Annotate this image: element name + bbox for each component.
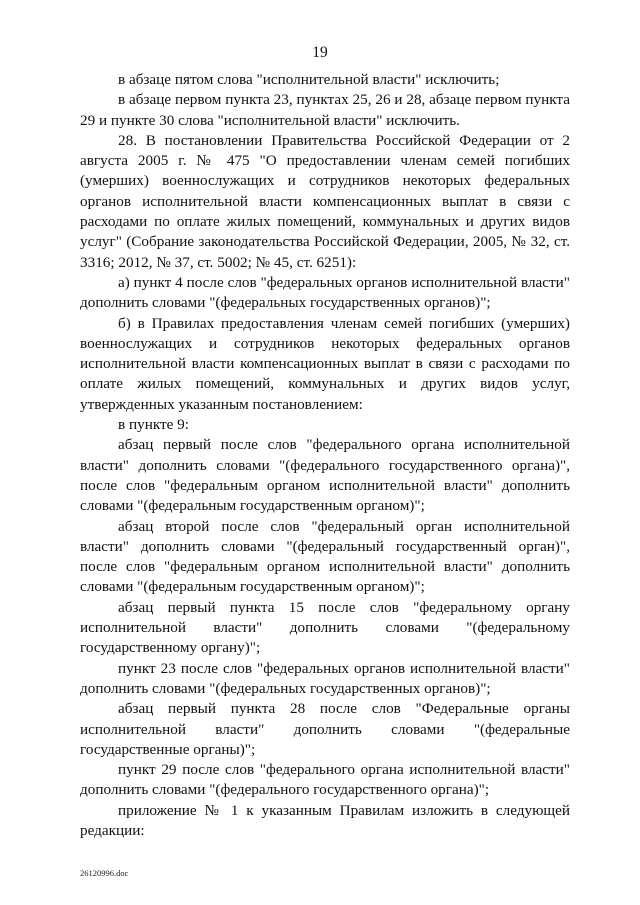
paragraph: пункт 23 после слов "федеральных органов исполнительной власти" дополнить словами "(федеральных государственных органов)"; [80, 659, 570, 697]
paragraph: абзац первый пункта 28 после слов "Федеральные органы исполнительной власти" дополнить словами "(федеральные государственные органы)"; [80, 700, 570, 758]
paragraph: приложение № 1 к указанным Правилам изложить в следующей редакции: [80, 801, 570, 839]
paragraph: абзац второй после слов "федеральный орган исполнительной власти" дополнить словами "(федеральный государственный орган)", после слов "федеральным органом исполнительной власти" дополнить словами "(федеральным государственным органом)"; [80, 517, 570, 596]
paragraph: б) в Правилах предоставления членам семей погибших (умерших) военнослужащих и сотрудников некоторых федеральных органов исполнительной власти компенсационных выплат в связи с расходами по оплате жилых помещений, коммунальных и других видов услуг, утвержденных указанным постановлением: [80, 314, 570, 413]
document-footer-filename: 26120996.doc [80, 868, 129, 878]
paragraph: в пункте 9: [118, 416, 189, 434]
page-number: 19 [312, 44, 328, 61]
paragraph: в абзаце первом пункта 23, пунктах 25, 26 и 28, абзаце первом пункта 29 и пункте 30 слова "исполнительной власти" исключить. [80, 91, 570, 129]
paragraph: 28. В постановлении Правительства Российской Федерации от 2 августа 2005 г. № 475 "О предоставлении членам семей погибших (умерших) военнослужащих и сотрудников некоторых федеральных органов исполнительной власти компенсационных выплат в связи с расходами по оплате жилых помещений, коммунальных и других видов услуг" (Собрание законодательства Российской Федерации, 2005, № 32, ст. 3316; 2012, № 37, ст. 5002; № 45, ст. 6251): [80, 131, 570, 271]
paragraph: абзац первый пункта 15 после слов "федеральному органу исполнительной власти" дополнить словами "(федеральному государственному органу)"; [80, 598, 570, 657]
paragraph: в абзаце пятом слова "исполнительной власти" исключить; [118, 71, 500, 88]
paragraph: абзац первый после слов "федерального органа исполнительной власти" дополнить словами "(федерального государственного органа)", после слов "федеральным органом исполнительной власти" дополнить словами "(федеральным государственным органом)"; [80, 436, 570, 515]
paragraph: а) пункт 4 после слов "федеральных органов исполнительной власти" дополнить словами "(федеральных государственных органов)"; [80, 273, 570, 312]
document-body [80, 70, 570, 841]
paragraph: пункт 29 после слов "федерального органа исполнительной власти" дополнить словами "(федерального государственного органа)"; [80, 761, 570, 799]
